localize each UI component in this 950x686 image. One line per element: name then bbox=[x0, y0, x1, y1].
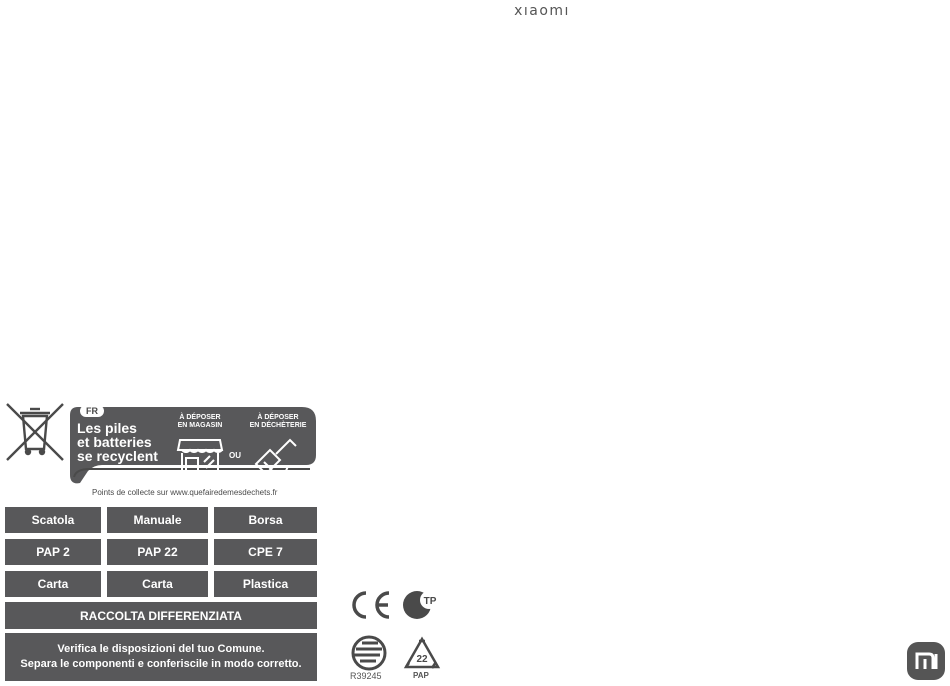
ce-mark-icon bbox=[348, 590, 392, 620]
fr-country-badge: FR bbox=[80, 405, 104, 417]
or-text: OU bbox=[229, 451, 241, 460]
municipal-notice bbox=[5, 633, 317, 681]
recycle-triangle-icon bbox=[402, 636, 442, 672]
table-cell: Scatola bbox=[5, 507, 101, 533]
dump-label-line: À DÉPOSER bbox=[257, 414, 299, 421]
recycle-number: 22 bbox=[416, 654, 428, 665]
table-cell: PAP 22 bbox=[107, 539, 208, 565]
shop-label-line: EN MAGASIN bbox=[177, 422, 223, 429]
dump-label-line: EN DÉCHÈTERIE bbox=[249, 422, 307, 429]
mi-logo-glyph bbox=[907, 642, 945, 680]
table-cell: Plastica bbox=[214, 571, 317, 597]
crossed-bin-icon bbox=[4, 402, 66, 462]
taiwan-bsmi-icon bbox=[350, 635, 388, 671]
shop-drop-label bbox=[170, 414, 230, 430]
table-cell: Carta bbox=[107, 571, 208, 597]
shop-icon bbox=[176, 436, 224, 478]
notice-line: Verifica le disposizioni del tuo Comune. bbox=[57, 643, 265, 655]
tp-mark-text: TP bbox=[423, 596, 437, 607]
fr-title-line: Les piles bbox=[77, 420, 137, 436]
tp-mark-icon bbox=[402, 590, 442, 620]
table-cell: Carta bbox=[5, 571, 101, 597]
fr-title-line: se recyclent bbox=[77, 448, 158, 464]
table-cell: CPE 7 bbox=[214, 539, 317, 565]
fr-panel-title bbox=[77, 421, 177, 463]
recycling-center-icon bbox=[250, 436, 300, 478]
mi-logo-icon bbox=[907, 642, 945, 680]
table-cell: PAP 2 bbox=[5, 539, 101, 565]
table-cell: Borsa bbox=[214, 507, 317, 533]
bsmi-code: R39245 bbox=[350, 671, 382, 681]
fr-title-line: et batteries bbox=[77, 434, 152, 450]
notice-line: Separa le componenti e conferiscile in modo corretto. bbox=[20, 658, 302, 670]
table-cell: Manuale bbox=[107, 507, 208, 533]
collection-points-text: Points de collecte sur www.quefairedemesdechets.fr bbox=[92, 488, 278, 497]
shop-label-line: À DÉPOSER bbox=[179, 414, 221, 421]
separate-collection-banner: RACCOLTA DIFFERENZIATA bbox=[5, 602, 317, 629]
xiaomi-wordmark: xıaomı bbox=[514, 3, 570, 19]
recycle-code: PAP bbox=[413, 671, 429, 680]
dump-drop-label bbox=[238, 414, 318, 430]
